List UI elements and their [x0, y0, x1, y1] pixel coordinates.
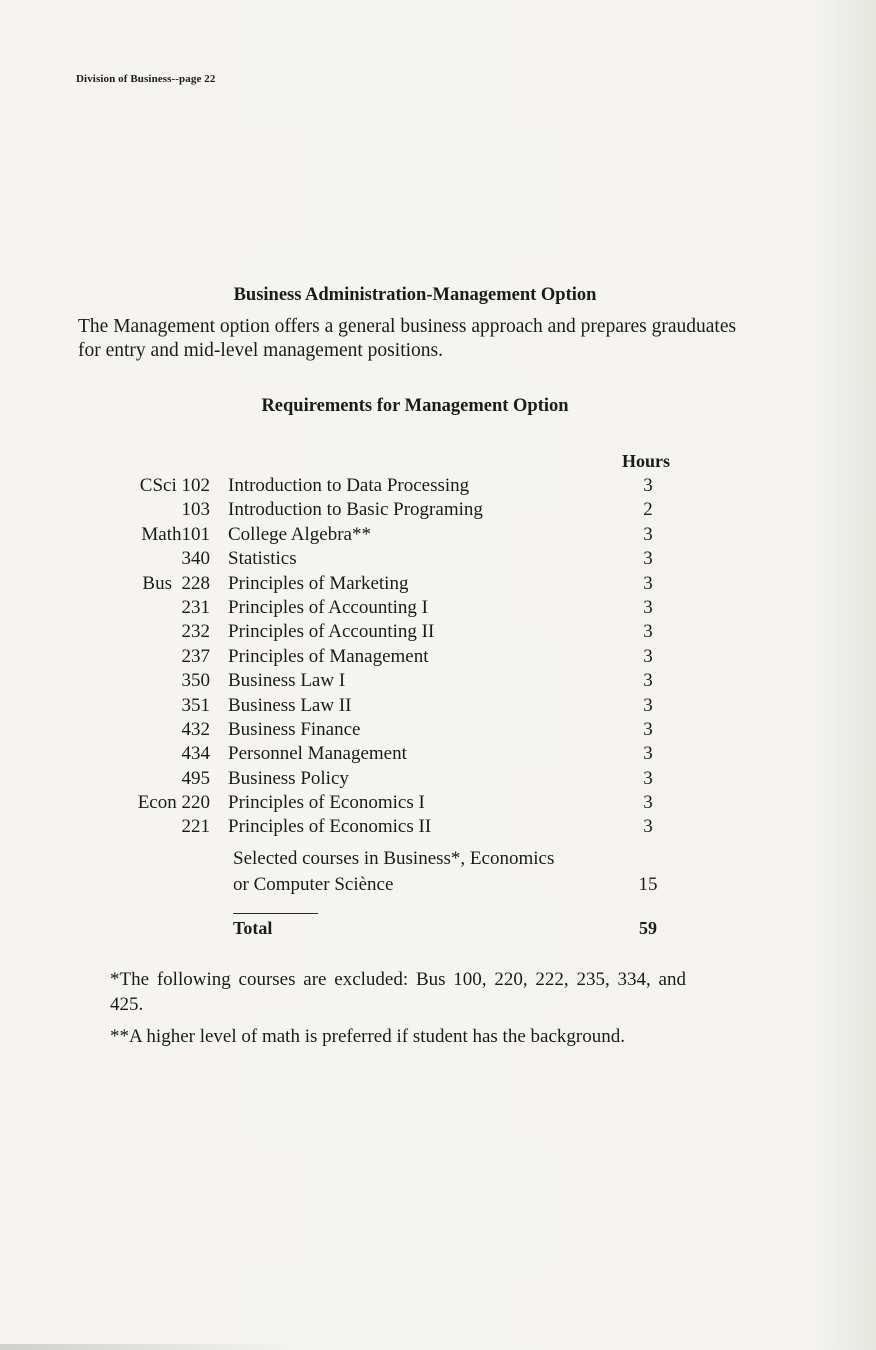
course-title: Introduction to Data Processing	[228, 475, 470, 496]
course-hours: 3	[643, 621, 653, 643]
course-number: 221	[181, 816, 210, 838]
course-row	[0, 572, 876, 596]
course-row	[0, 742, 876, 766]
course-row	[0, 645, 876, 669]
course-number: 232	[181, 621, 210, 643]
selected-courses-line-1: Selected courses in Business*, Economics	[233, 848, 555, 869]
total-value: 59	[639, 918, 657, 938]
course-row	[0, 596, 876, 620]
course-title: Business Policy	[228, 767, 349, 789]
course-row	[0, 474, 876, 498]
course-row	[0, 694, 876, 718]
course-title: Personnel Management	[228, 743, 407, 765]
course-row	[0, 815, 876, 839]
course-title: Principles of Accounting II	[228, 621, 435, 643]
course-number: Econ 220	[137, 792, 210, 814]
course-hours: 3	[643, 572, 653, 594]
course-row	[0, 669, 876, 693]
running-head: Division of Business--page 22	[76, 73, 216, 85]
selected-courses-line-2: or Computer Sciènce	[233, 874, 394, 895]
course-number: 231	[181, 596, 210, 618]
hours-column-header: Hours	[622, 451, 671, 471]
course-number: 495	[181, 767, 210, 789]
footnote-math-preference: **A higher level of math is preferred if student has the background.	[110, 1026, 625, 1047]
course-title: Business Finance	[228, 718, 361, 740]
course-number: 351	[181, 694, 210, 716]
course-number: 432	[181, 718, 210, 740]
course-title: Principles of Economics II	[228, 816, 432, 838]
course-hours: 3	[643, 792, 653, 814]
course-row	[0, 620, 876, 644]
course-number: 434	[181, 743, 210, 765]
total-divider	[233, 913, 318, 914]
course-title: Principles of Management	[228, 645, 429, 667]
course-title: Principles of Economics I	[228, 792, 425, 814]
course-row	[0, 523, 876, 547]
course-hours: 3	[643, 596, 653, 618]
course-hours: 3	[643, 670, 653, 692]
intro-paragraph: The Management option offers a general business approach and prepares grauduates for entry and mid-level management positions.	[78, 316, 737, 361]
course-title: Business Law II	[228, 694, 352, 716]
course-title: Business Law I	[228, 670, 346, 692]
course-number: 103	[181, 499, 210, 521]
course-title: College Algebra**	[228, 523, 371, 545]
course-number: CSci 102	[139, 475, 210, 496]
page-bottom-edge	[0, 1344, 300, 1350]
course-row	[0, 547, 876, 571]
course-number: Math101	[141, 523, 210, 545]
selected-courses-text	[233, 846, 554, 898]
course-title: Principles of Accounting I	[228, 596, 428, 618]
course-row	[0, 791, 876, 815]
course-hours: 3	[643, 743, 653, 765]
course-title: Introduction to Basic Programing	[228, 499, 483, 521]
requirements-title: Requirements for Management Option	[261, 396, 569, 416]
course-row	[0, 498, 876, 522]
course-hours: 3	[643, 475, 653, 496]
course-list	[0, 474, 876, 840]
course-hours: 2	[643, 499, 653, 521]
section-title: Business Administration-Management Option	[233, 285, 597, 305]
course-hours: 3	[643, 645, 653, 667]
course-title: Principles of Marketing	[228, 572, 409, 594]
course-number: Bus 228	[142, 572, 210, 594]
selected-courses-hours: 15	[638, 874, 658, 895]
course-hours: 3	[643, 548, 653, 570]
course-hours: 3	[643, 718, 653, 740]
course-row	[0, 767, 876, 791]
course-row	[0, 718, 876, 742]
course-title: Statistics	[228, 548, 297, 570]
course-hours: 3	[643, 767, 653, 789]
course-number: 237	[181, 645, 210, 667]
course-number: 350	[181, 670, 210, 692]
total-label: Total	[233, 918, 273, 938]
footnote-excluded-courses: *The following courses are excluded: Bus 100, 220, 222, 235, 334, and 425.	[110, 969, 686, 1015]
course-hours: 3	[643, 694, 653, 716]
course-hours: 3	[643, 816, 653, 838]
course-number: 340	[181, 548, 210, 570]
course-hours: 3	[643, 523, 653, 545]
